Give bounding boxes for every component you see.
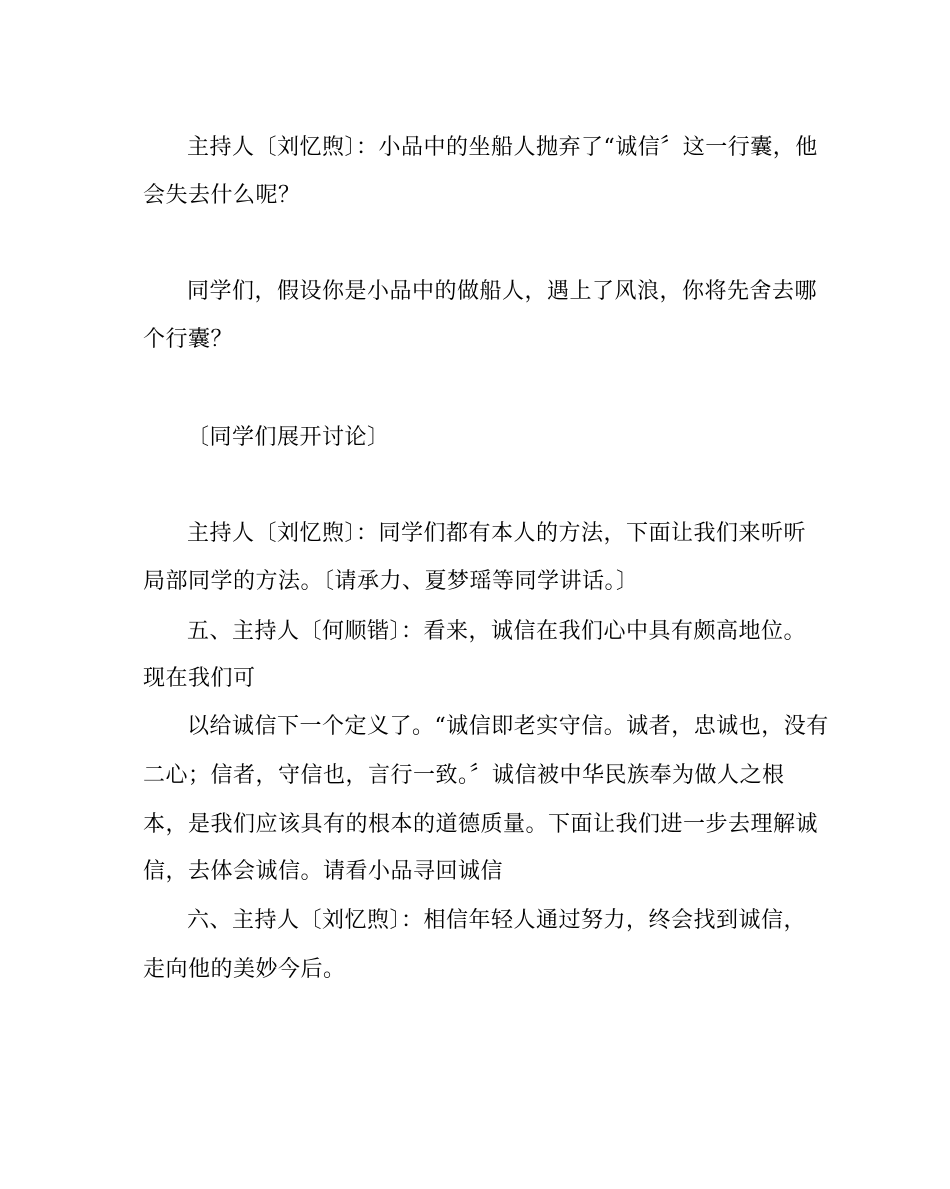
paragraph-line: 现在我们可 <box>143 666 256 691</box>
paragraph-line: 主持人〔刘忆煦〕：小品中的坐船人抛弃了“诚信〞这一行囊，他 <box>187 135 818 160</box>
paragraph-line: 信，去体会诚信。请看小品寻回诚信 <box>143 859 504 884</box>
paragraph-line: 本，是我们应该具有的根本的道德质量。下面让我们进一步去理解诚 <box>143 812 819 837</box>
paragraph-line: 主持人〔刘忆煦〕：同学们都有本人的方法，下面让我们来听听 <box>187 521 807 546</box>
paragraph-line: 会失去什么呢？ <box>143 183 301 208</box>
paragraph-line: 二心；信者，守信也，言行一致。〞诚信被中华民族奉为做人之根 <box>143 763 785 788</box>
paragraph-line: 走向他的美妙今后。 <box>143 957 346 982</box>
paragraph-line: 同学们，假设你是小品中的做船人，遇上了风浪，你将先舍去哪 <box>187 279 818 304</box>
discussion-note: 〔同学们展开讨论〕 <box>187 425 390 450</box>
paragraph-line: 五、主持人〔何顺锴〕：看来，诚信在我们心中具有颇高地位。 <box>187 619 807 644</box>
paragraph-line: 以给诚信下一个定义了。“诚信即老实守信。诚者，忠诚也，没有 <box>187 714 829 739</box>
paragraph-line: 六、主持人〔刘忆煦〕：相信年轻人通过努力，终会找到诚信， <box>187 908 807 933</box>
paragraph-line: 个行囊？ <box>143 327 234 352</box>
paragraph-line: 局部同学的方法。〔请承力、夏梦瑶等同学讲话。〕 <box>143 569 639 594</box>
